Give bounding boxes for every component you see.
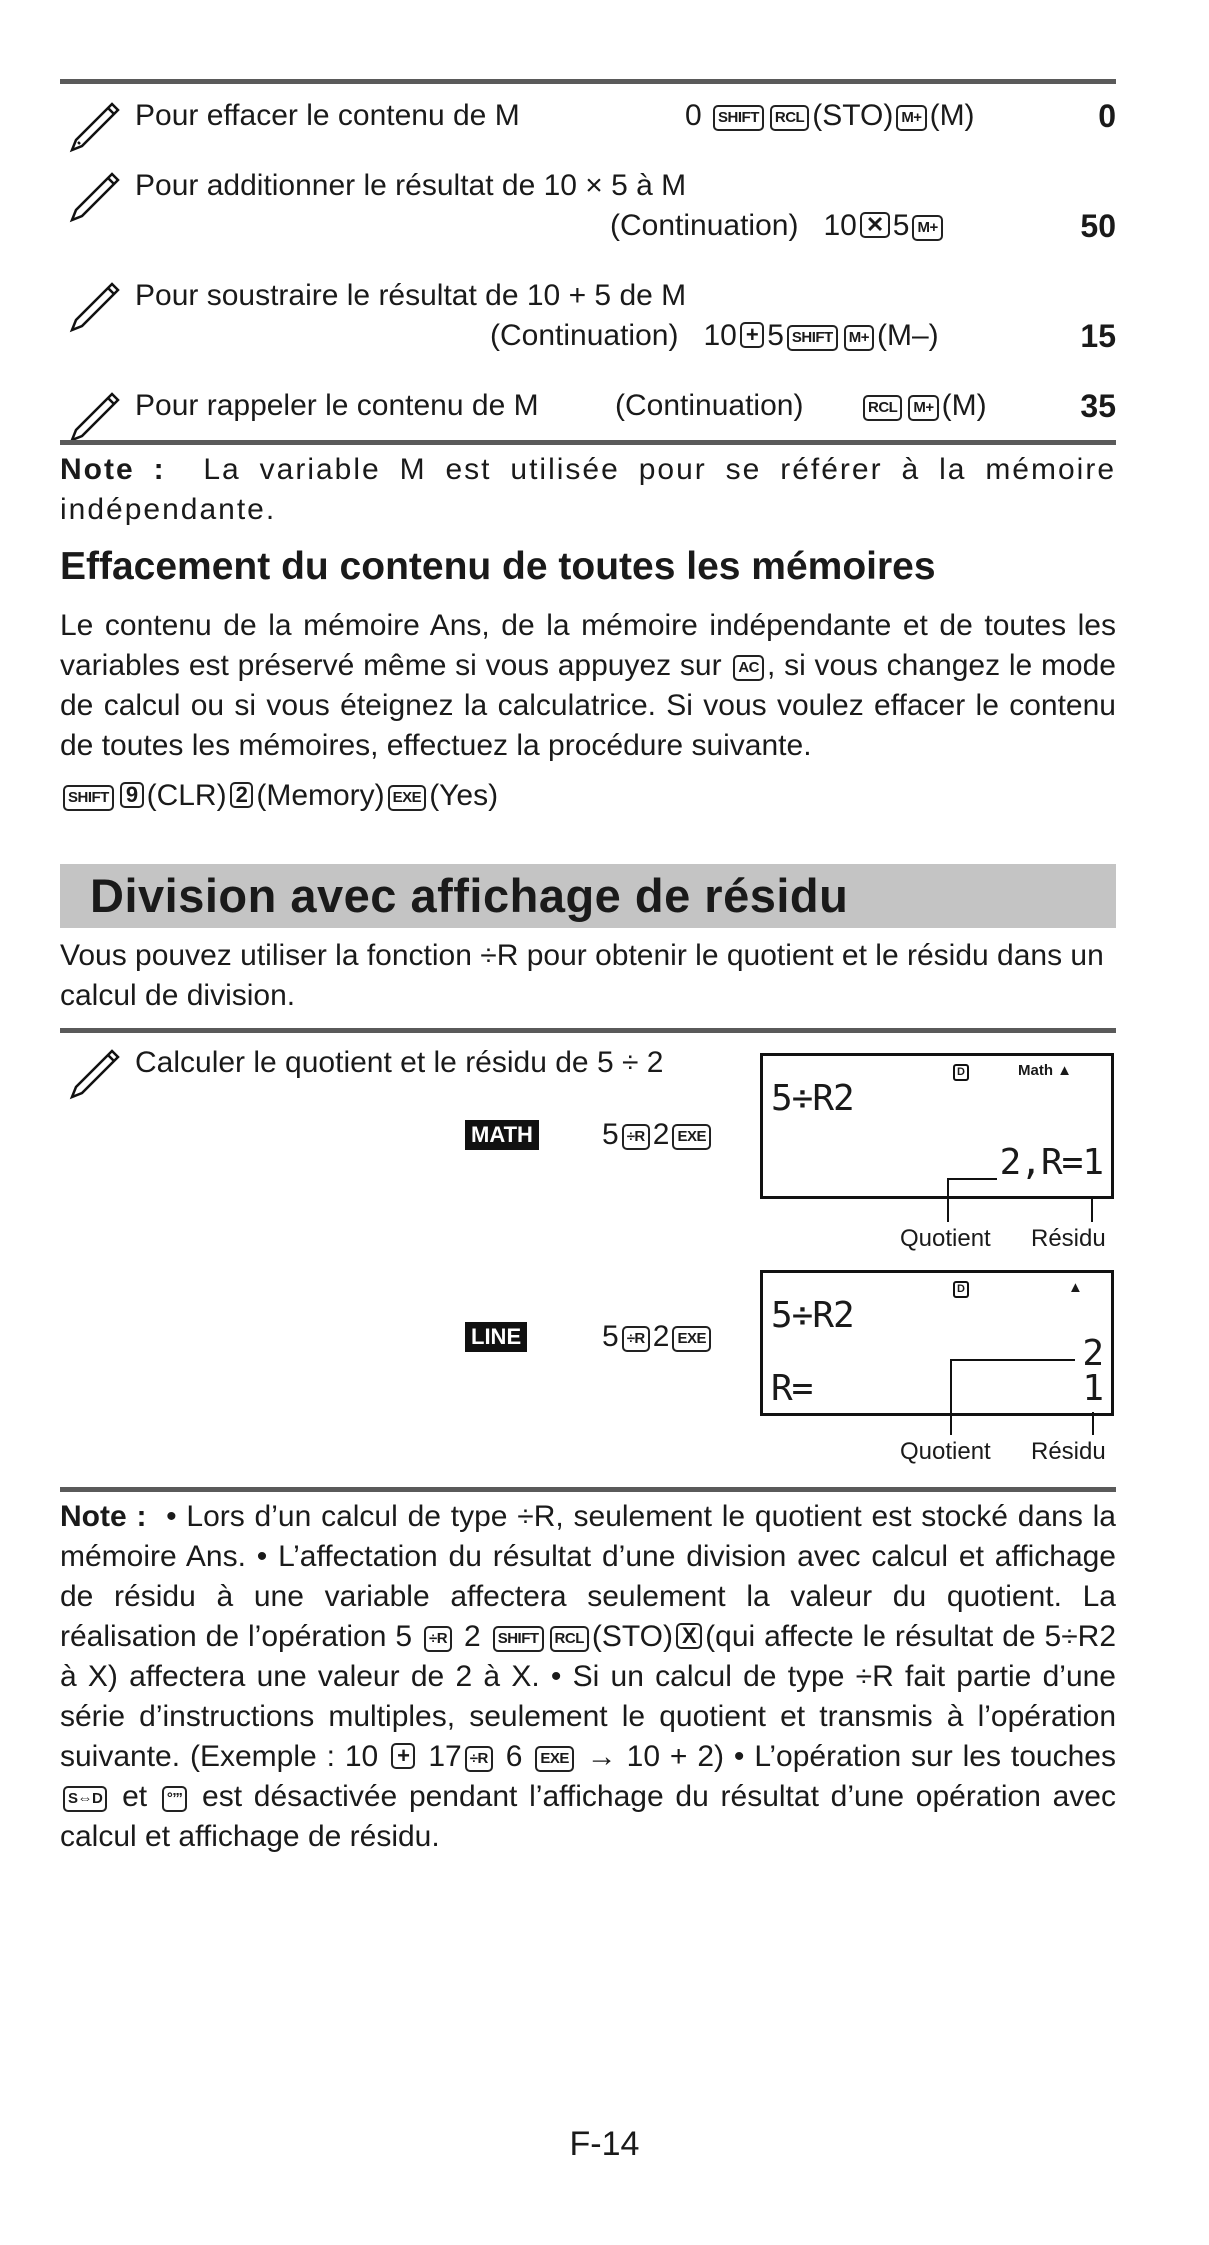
digit: 5 <box>602 1320 619 1353</box>
key-sequence <box>860 388 987 424</box>
note-text: 6 <box>505 1740 523 1773</box>
paragraph-text: Le contenu de la mémoire Ans, de la mémoire indépendante et de toutes les variables est préservé même si vous appuyez sur <box>60 609 1116 682</box>
callout-line <box>950 1359 1075 1361</box>
example-title: Pour additionner le résultat de 10 × 5 à M <box>135 169 687 202</box>
key-sequence <box>685 98 975 134</box>
note-division <box>60 1497 1116 1857</box>
scroll-indicator: ▲ <box>1068 1279 1083 1296</box>
degree-indicator: D <box>953 1064 969 1081</box>
key-annotation: (Memory) <box>256 779 385 812</box>
example-rule <box>60 1028 1116 1033</box>
degree-indicator: D <box>953 1281 969 1298</box>
m-plus-key: M+ <box>908 395 938 421</box>
shift-key: SHIFT <box>787 325 838 351</box>
note-text: 2 <box>464 1620 481 1653</box>
residue-callout: Résidu <box>1031 1225 1106 1252</box>
key-annotation: (Yes) <box>429 779 499 812</box>
digit: 2 <box>652 1320 670 1353</box>
two-key: 2 <box>230 782 254 808</box>
quotient-callout: Quotient <box>900 1225 991 1252</box>
example-clear-m <box>60 98 1116 148</box>
rcl-key: RCL <box>863 395 902 421</box>
key-annotation: (M) <box>929 99 975 132</box>
note-text: → 10 + 2) • L’opération sur les touches <box>586 1740 1116 1773</box>
result: 0 <box>1098 98 1116 134</box>
line-mode-badge: LINE <box>465 1322 527 1352</box>
digit: 2 <box>652 1118 670 1151</box>
key-sequence <box>490 318 939 354</box>
pencil-icon <box>68 100 122 154</box>
x-key: X <box>676 1623 702 1649</box>
note-text: et <box>122 1780 148 1813</box>
continuation-label: (Continuation) <box>610 209 799 242</box>
division-intro: Vous pouvez utiliser la fonction ÷R pour obtenir le quotient et le résidu dans un calcul de division. <box>60 939 1104 1012</box>
exe-key: EXE <box>672 1124 711 1150</box>
pencil-icon <box>68 1047 122 1101</box>
lcd-result-line: 2,R=1 <box>999 1142 1103 1183</box>
section-heading: Division avec affichage de résidu <box>90 869 849 922</box>
lcd-input-line: 5÷R2 <box>771 1078 854 1119</box>
note-label: Note : <box>60 453 166 486</box>
lcd-quotient: 2 <box>1082 1333 1103 1374</box>
digit: 5 <box>892 209 910 242</box>
digit: 5 <box>767 319 784 352</box>
section-rule <box>60 440 1116 445</box>
key-sequence <box>610 208 946 244</box>
example-end-rule <box>60 1487 1116 1492</box>
key-annotation: (M–) <box>876 319 939 352</box>
digit: 5 <box>602 1118 619 1151</box>
clear-all-paragraph <box>60 606 1116 766</box>
pencil-icon <box>68 280 122 334</box>
example-title: Pour rappeler le contenu de M <box>135 389 539 422</box>
m-plus-key: M+ <box>912 215 942 241</box>
rcl-key: RCL <box>550 1626 589 1652</box>
exe-key: EXE <box>388 785 427 811</box>
exe-key: EXE <box>672 1326 711 1352</box>
lcd-residue: 1 <box>1082 1368 1103 1409</box>
shift-key: SHIFT <box>493 1626 544 1652</box>
example-recall-m <box>60 388 1116 438</box>
example-subtract-from-m <box>60 278 1116 358</box>
lcd-input-line: 5÷R2 <box>771 1295 854 1336</box>
exe-key: EXE <box>535 1746 574 1772</box>
note-text: 17 <box>428 1740 462 1773</box>
math-indicator: Math ▲ <box>1018 1062 1073 1079</box>
lcd-residue-label: R= <box>771 1368 813 1409</box>
pencil-icon <box>68 390 122 444</box>
result: 15 <box>1080 318 1116 354</box>
callout-line <box>947 1178 997 1180</box>
line-key-sequence <box>602 1319 762 1355</box>
degree-key: °’’’ <box>162 1786 187 1812</box>
div-r-key: ÷R <box>465 1746 493 1772</box>
shift-key: SHIFT <box>713 105 764 131</box>
note-m-variable <box>60 450 1116 530</box>
page-number: F-14 <box>569 2125 640 2163</box>
note-text: (STO) <box>591 1620 673 1653</box>
digit: 10 <box>703 319 737 352</box>
div-r-key: ÷R <box>622 1326 650 1352</box>
example-title: Calculer le quotient et le résidu de 5 ÷ 2 <box>135 1046 664 1079</box>
note-label: Note : <box>60 1500 147 1533</box>
lcd-display-line <box>760 1270 1114 1416</box>
callout-line <box>1092 1412 1094 1435</box>
example-title: Pour soustraire le résultat de 10 + 5 de M <box>135 279 687 312</box>
clear-all-procedure <box>60 776 1116 816</box>
digit: 10 <box>823 209 857 242</box>
key-annotation: (M) <box>941 389 987 422</box>
quotient-callout: Quotient <box>900 1438 991 1465</box>
math-key-sequence <box>602 1117 762 1153</box>
example-add-to-m <box>60 168 1116 248</box>
plus-key: + <box>391 1743 415 1769</box>
digit: 0 <box>685 99 702 132</box>
note-text: • Lors d’un calcul de type ÷R, seulement le quotient est stocké dans la mémoire Ans. • L’affectation du résultat d’une division avec calcul et affichage de résidu à une variable affectera seulement la valeur du quotient. La réalisation de l’opération 5 <box>60 1500 1116 1653</box>
math-mode-badge: MATH <box>465 1120 539 1150</box>
subheading-clear-all: Effacement du contenu de toutes les mémoires <box>60 545 936 588</box>
top-rule <box>60 79 1116 84</box>
nine-key: 9 <box>120 782 144 808</box>
s-d-key: S⇔D <box>63 1786 107 1812</box>
note-text: (qui affecte le résultat de 5÷R2 à X) affectera une valeur de 2 à X. • Si un calcul de type ÷R fait partie d’une série d’instructions multiples, seulement le quotient et transmis à l’opération suivante. (Exemple : 10 <box>60 1620 1117 1773</box>
plus-key: + <box>740 322 764 348</box>
note-text: est désactivée pendant l’affichage du résultat d’une opération avec calcul et affichage de résidu. <box>60 1780 1116 1853</box>
continuation-label: (Continuation) <box>615 389 804 422</box>
section-banner <box>60 864 1116 928</box>
note-text: La variable M est utilisée pour se référer à la mémoire indépendante. <box>60 453 1117 526</box>
div-r-key: ÷R <box>622 1124 650 1150</box>
key-annotation: (STO) <box>812 99 894 132</box>
key-annotation: (CLR) <box>146 779 227 812</box>
callout-line <box>947 1178 949 1222</box>
residue-callout: Résidu <box>1031 1438 1106 1465</box>
ac-key: AC <box>733 655 764 681</box>
pencil-icon <box>68 170 122 224</box>
shift-key: SHIFT <box>63 785 114 811</box>
rcl-key: RCL <box>770 105 809 131</box>
m-plus-key: M+ <box>896 105 926 131</box>
m-plus-key: M+ <box>844 325 874 351</box>
result: 50 <box>1080 208 1116 244</box>
example-title: Pour effacer le contenu de M <box>135 99 520 132</box>
lcd-display-math <box>760 1053 1114 1199</box>
result: 35 <box>1080 388 1116 424</box>
continuation-label: (Continuation) <box>490 319 679 352</box>
callout-line <box>1091 1196 1093 1222</box>
div-r-key: ÷R <box>424 1626 452 1652</box>
callout-line <box>950 1359 952 1435</box>
paragraph-text: , si vous changez le mode de calcul ou si vous éteignez la calculatrice. Si vous voulez effacer le contenu de toutes les mémoires, effectuez la procédure suivante. <box>60 649 1116 762</box>
multiply-key: ✕ <box>860 212 890 238</box>
